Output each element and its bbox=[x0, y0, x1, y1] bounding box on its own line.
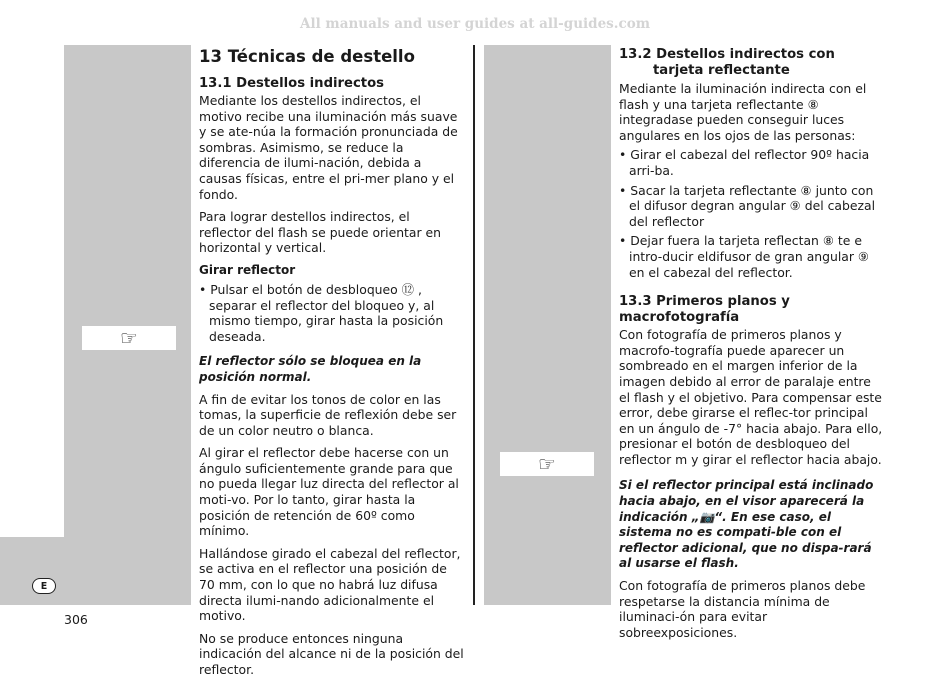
note-text: El reflector sólo se bloquea en la posición normal. bbox=[199, 354, 422, 384]
list-item: • Girar el cabezal del reflector 90º hacia arri-ba. bbox=[619, 147, 883, 178]
pointing-hand-icon: ☞ bbox=[538, 452, 556, 476]
left-lower-tab bbox=[0, 537, 64, 605]
watermark: All manuals and user guides at all-guides.com bbox=[299, 16, 650, 32]
list-item: • Pulsar el botón de desbloqueo ⑫ , separar el reflector del bloqueo y, al mismo tiempo, girar hasta la posición deseada. bbox=[199, 282, 465, 344]
right-margin-panel bbox=[484, 45, 611, 605]
paragraph: No se produce entonces ninguna indicación del alcance ni de la posición del reflector. bbox=[199, 630, 464, 677]
page-number: 306 bbox=[64, 612, 88, 627]
page-title: 13 Técnicas de destello bbox=[199, 47, 415, 66]
section-heading-13-1: 13.1 Destellos indirectos bbox=[199, 76, 385, 91]
paragraph: Hallándose girado el cabezal del reflector, se activa en el reflector una posición de 70 mm, con lo que no habrá luz difusa directa ilumi-nando adicionalmente el motivo. bbox=[199, 545, 461, 624]
bullet-list bbox=[619, 147, 883, 280]
left-column bbox=[199, 47, 465, 685]
language-badge: E bbox=[32, 578, 56, 594]
column-divider bbox=[473, 45, 475, 605]
list-item: • Sacar la tarjeta reflectante ⑧ junto con el difusor degran angular ⑨ del cabezal del reflector bbox=[619, 183, 883, 230]
paragraph: Con fotografía de primeros planos y macrofo-tografía puede aparecer un sombreado en el margen inferior de la imagen debido al error de paralaje entre el flash y el objetivo. Para compensar este error, debe girarse el reflec-tor principal en un ángulo de -7° hacia abajo. Para ello, presionar el botón de desbloqueo del reflector m y girar el reflector hacia abajo. bbox=[619, 327, 883, 467]
list-item: • Dejar fuera la tarjeta reflectan ⑧ te e intro-ducir eldifusor de gran angular ⑨ en el cabezal del reflector. bbox=[619, 233, 883, 280]
paragraph: Mediante la iluminación indirecta con el flash y una tarjeta reflectante ⑧ integradase pueden conseguir luces angulares en los ojos de las personas: bbox=[619, 81, 867, 143]
paragraph: A fin de evitar los tonos de color en las tomas, la superficie de reflexión debe ser de un color neutro o blanca. bbox=[199, 391, 457, 438]
pointing-hand-icon: ☞ bbox=[120, 326, 138, 350]
paragraph: Al girar el reflector debe hacerse con un ángulo suficientemente grande para que no pueda llegar luz directa del reflector al moti-vo. Por lo tanto, girar hasta la posición de retención de 60º como mínimo. bbox=[199, 445, 459, 539]
paragraph: Mediante los destellos indirectos, el motivo recibe una iluminación más suave y se ate-núa la formación pronunciada de sombras. Asimismo, se reduce la diferencia de ilumi-nación, debida a causas físicas, entre el pri-mer plano y el fondo. bbox=[199, 93, 458, 202]
note-marker-left bbox=[82, 326, 176, 350]
subheading: Girar reflector bbox=[199, 262, 296, 277]
note-marker-right bbox=[500, 452, 594, 476]
section-heading-13-3: 13.3 Primeros planos y macrofotografía bbox=[619, 294, 790, 326]
bullet-list bbox=[199, 282, 465, 344]
right-column bbox=[619, 47, 883, 647]
left-margin-panel bbox=[64, 45, 191, 605]
paragraph: Con fotografía de primeros planos debe respetarse la distancia mínima de iluminaci-ón para evitar sobreexposiciones. bbox=[619, 578, 866, 640]
section-heading-13-2: 13.2 Destellos indirectos con tarjeta reflectante bbox=[619, 47, 835, 78]
paragraph: Para lograr destellos indirectos, el reflector del flash se puede orientar en horizontal y vertical. bbox=[199, 209, 442, 256]
note-text: Si el reflector principal está inclinado hacia abajo, en el visor aparecerá la indicación „📷“. En ese caso, el sistema no es compati-ble con el reflector adicional, que no dispa-rará al usarse el flash. bbox=[619, 478, 874, 571]
